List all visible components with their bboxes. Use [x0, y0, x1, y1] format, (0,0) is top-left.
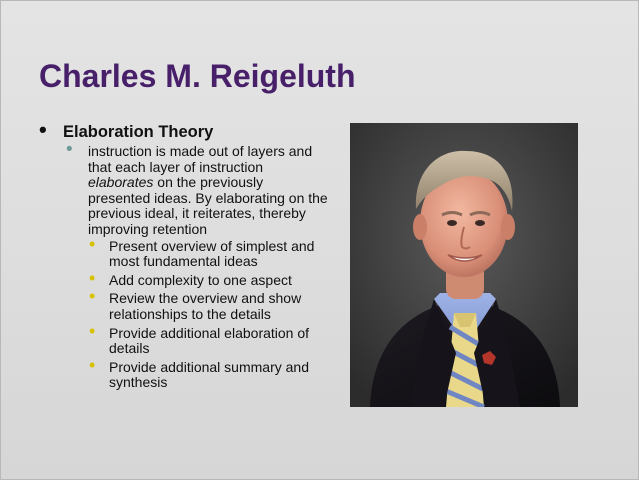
bullet-label: Elaboration Theory: [63, 123, 214, 141]
list-item-text: Review the overview and show relationships to the details: [109, 290, 302, 322]
sub-bullet-text-part1: instruction is made out of layers and that each layer of instruction: [88, 143, 313, 175]
sub-bullet-text: [88, 143, 328, 237]
sub-bullet-instruction: [63, 139, 329, 238]
list-item-text: Present overview of simplest and most fundamental ideas: [109, 237, 315, 270]
yellow-bullet-icon: •: [89, 320, 96, 341]
list-item-text: Provide additional summary and synthesis: [109, 358, 309, 391]
portrait-photo: [350, 123, 578, 407]
elaboration-steps-list: [88, 233, 329, 391]
list-item: [88, 320, 319, 357]
list-item: [88, 286, 319, 322]
slide-content: [39, 117, 329, 394]
yellow-bullet-icon: •: [89, 233, 96, 254]
sub-bullet-text-part2: on the previously presented ideas. By elaborating on the previous ideal, it reiterates, thereby improving retention: [88, 174, 328, 237]
list-item: [88, 233, 319, 270]
bullet-dot-icon: •: [39, 117, 47, 142]
sub-bullet-dot-icon: •: [66, 139, 73, 160]
yellow-bullet-icon: •: [89, 354, 96, 375]
list-item: [88, 267, 319, 289]
list-item-text: Add complexity to one aspect: [109, 271, 292, 288]
list-item-text: Provide additional elaboration of details: [109, 324, 310, 357]
portrait-illustration: [350, 123, 578, 407]
slide-title: Charles M. Reigeluth: [39, 58, 356, 94]
yellow-bullet-icon: •: [89, 267, 96, 288]
bullet-elaboration-theory: [39, 117, 329, 142]
sub-bullet-emphasis: elaborates: [88, 174, 154, 191]
list-item: [88, 354, 319, 391]
yellow-bullet-icon: •: [89, 286, 96, 307]
